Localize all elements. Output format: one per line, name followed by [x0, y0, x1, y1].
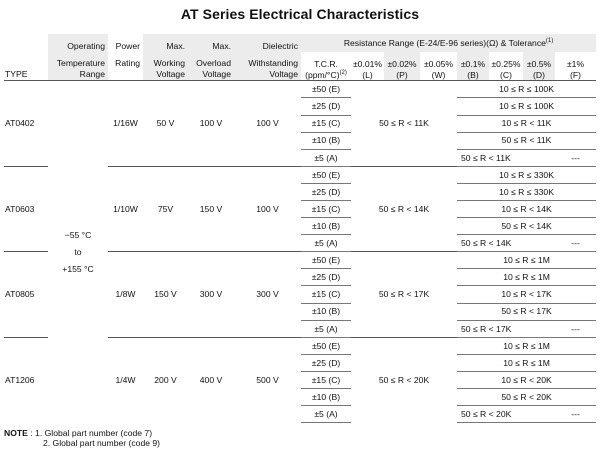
tol-code-c: (C) [489, 69, 523, 81]
dielectric-voltage-cell: 100 V [234, 81, 301, 166]
tcr-cell: ±25 (D) [301, 269, 351, 286]
temp-range-line: +155 °C [62, 263, 94, 274]
electrical-characteristics-table [4, 34, 596, 423]
header-op-temp-1: Operating [48, 34, 108, 52]
type-cell: AT1206 [4, 337, 48, 422]
tcr-cell: ±10 (B) [301, 218, 351, 235]
power-cell: 1/8W [108, 252, 143, 337]
tol-code-f: (F) [555, 69, 596, 81]
header-row-1 [4, 34, 596, 52]
header-power-1: Power [108, 34, 143, 52]
tol-pct-f: ±1% [555, 52, 596, 69]
low-tol-range-cell: 50 ≤ R < 17K [351, 252, 457, 337]
header-tcr-2: $(ppm/^\circ C)^{(2)}$ [301, 69, 351, 81]
header-max-work-1: Max. [143, 34, 188, 52]
header-resistance-range: Resistance Range (E-24/E-96 series)(Ω) & Tolerance$^{(1)}$ [301, 34, 596, 52]
range-cell: 10 ≤ R ≤ 1M [457, 252, 596, 269]
tcr-cell: ±5 (A) [301, 406, 351, 423]
range-cell: 10 ≤ R < 17K [457, 286, 596, 303]
tcr-cell: ±50 (E) [301, 81, 351, 98]
table-row [4, 81, 596, 98]
tcr-cell: ±50 (E) [301, 252, 351, 269]
tol-pct-c: ±0.25% [489, 52, 523, 69]
temp-range-line: −55 °C [64, 229, 92, 240]
tcr-cell: ±15 (C) [301, 286, 351, 303]
low-tol-range-cell: 50 ≤ R < 14K [351, 166, 457, 251]
note-item: 1. Global part number (code 7) [35, 428, 153, 438]
range-cell: 10 ≤ R ≤ 100K [457, 98, 596, 115]
power-cell: 1/10W [108, 166, 143, 251]
max-overload-voltage-cell: 150 V [188, 166, 234, 251]
tcr-cell: ±10 (B) [301, 303, 351, 320]
max-working-voltage-cell: 150 V [143, 252, 188, 337]
range-cell: 10 ≤ R ≤ 1M [457, 337, 596, 354]
max-working-voltage-cell: 200 V [143, 337, 188, 422]
header-type: TYPE [4, 69, 48, 81]
range-cell: 10 ≤ R ≤ 100K [457, 81, 596, 98]
tcr-cell: ±10 (B) [301, 389, 351, 406]
tol-code-p: (P) [384, 69, 420, 81]
range-cell: 50 ≤ R < 17K [457, 320, 555, 337]
range-cell: 10 ≤ R ≤ 330K [457, 183, 596, 200]
header-dielectric-3: Voltage [234, 69, 301, 81]
tcr-cell: ±25 (D) [301, 98, 351, 115]
tcr-cell: ±15 (C) [301, 371, 351, 388]
type-cell: AT0402 [4, 81, 48, 166]
tol-code-d: (D) [523, 69, 555, 81]
header-op-temp-3: Range [48, 69, 108, 81]
tol-code-l: (L) [351, 69, 384, 81]
low-tol-range-cell: 50 ≤ R < 11K [351, 81, 457, 166]
range-cell: 10 ≤ R ≤ 330K [457, 166, 596, 183]
max-working-voltage-cell: 50 V [143, 81, 188, 166]
tcr-cell: ±5 (A) [301, 149, 351, 166]
header-row-2 [4, 52, 596, 69]
header-max-over-2: Overload [188, 52, 234, 69]
max-overload-voltage-cell: 400 V [188, 337, 234, 422]
type-cell: AT0805 [4, 252, 48, 337]
tol-code-w: (W) [420, 69, 457, 81]
range-cell: 50 ≤ R < 17K [457, 303, 596, 320]
temp-range-line: to [74, 246, 82, 257]
header-row-3 [4, 69, 596, 81]
header-power-3 [108, 69, 143, 81]
page-title: AT Series Electrical Characteristics [180, 6, 420, 22]
dielectric-voltage-cell: 100 V [234, 166, 301, 251]
tcr-cell: ±25 (D) [301, 183, 351, 200]
tol-code-b: (B) [457, 69, 489, 81]
max-overload-voltage-cell: 100 V [188, 81, 234, 166]
tcr-cell: ±15 (C) [301, 200, 351, 217]
type-cell: AT0603 [4, 166, 48, 251]
tol-pct-p: ±0.02% [384, 52, 420, 69]
notes-label: NOTE [4, 428, 28, 438]
header-max-work-3: Voltage [143, 69, 188, 81]
header-power-2: Rating [108, 52, 143, 69]
range-cell: 50 ≤ R < 14K [457, 218, 596, 235]
range-cell: 10 ≤ R < 11K [457, 115, 596, 132]
note-item: 2. Global part number (code 9) [43, 438, 161, 448]
range-cell: 50 ≤ R < 20K [457, 389, 596, 406]
tcr-cell: ±10 (B) [301, 132, 351, 149]
max-overload-voltage-cell: 300 V [188, 252, 234, 337]
header-max-work-2: Working [143, 52, 188, 69]
range-cell: 10 ≤ R ≤ 1M [457, 269, 596, 286]
notes: NOTE : 1. Global part number (code 7) 2. Global part number (code 9) [4, 428, 161, 448]
tcr-cell: ±25 (D) [301, 354, 351, 371]
dielectric-voltage-cell: 300 V [234, 252, 301, 337]
tcr-cell: ±5 (A) [301, 235, 351, 252]
range-cell: 50 ≤ R < 11K [457, 132, 596, 149]
header-op-temp-2: Temperature [48, 52, 108, 69]
range-cell: 10 ≤ R ≤ 1M [457, 354, 596, 371]
tol-pct-b: ±0.1% [457, 52, 489, 69]
power-cell: 1/4W [108, 337, 143, 422]
tcr-cell: ±15 (C) [301, 115, 351, 132]
tcr-cell: ±50 (E) [301, 166, 351, 183]
not-available-cell: --- [555, 149, 596, 166]
header-dielectric-2: Withstanding [234, 52, 301, 69]
not-available-cell: --- [555, 235, 596, 252]
tol-pct-l: ±0.01% [351, 52, 384, 69]
header-tcr-1: T.C.R. [301, 52, 351, 69]
tol-pct-d: ±0.5% [523, 52, 555, 69]
header-max-over-3: Voltage [188, 69, 234, 81]
range-cell: 50 ≤ R < 11K [457, 149, 555, 166]
temp-range-cell [48, 81, 108, 423]
dielectric-voltage-cell: 500 V [234, 337, 301, 422]
tcr-cell: ±50 (E) [301, 337, 351, 354]
range-cell: 10 ≤ R < 20K [457, 371, 596, 388]
power-cell: 1/16W [108, 81, 143, 166]
tcr-cell: ±5 (A) [301, 320, 351, 337]
not-available-cell: --- [555, 406, 596, 423]
header-max-over-1: Max. [188, 34, 234, 52]
range-cell: 50 ≤ R < 14K [457, 235, 555, 252]
not-available-cell: --- [555, 320, 596, 337]
low-tol-range-cell: 50 ≤ R < 20K [351, 337, 457, 422]
range-cell: 50 ≤ R < 20K [457, 406, 555, 423]
range-cell: 10 ≤ R < 14K [457, 200, 596, 217]
tol-pct-w: ±0.05% [420, 52, 457, 69]
header-dielectric-1: Dielectric [234, 34, 301, 52]
max-working-voltage-cell: 75V [143, 166, 188, 251]
